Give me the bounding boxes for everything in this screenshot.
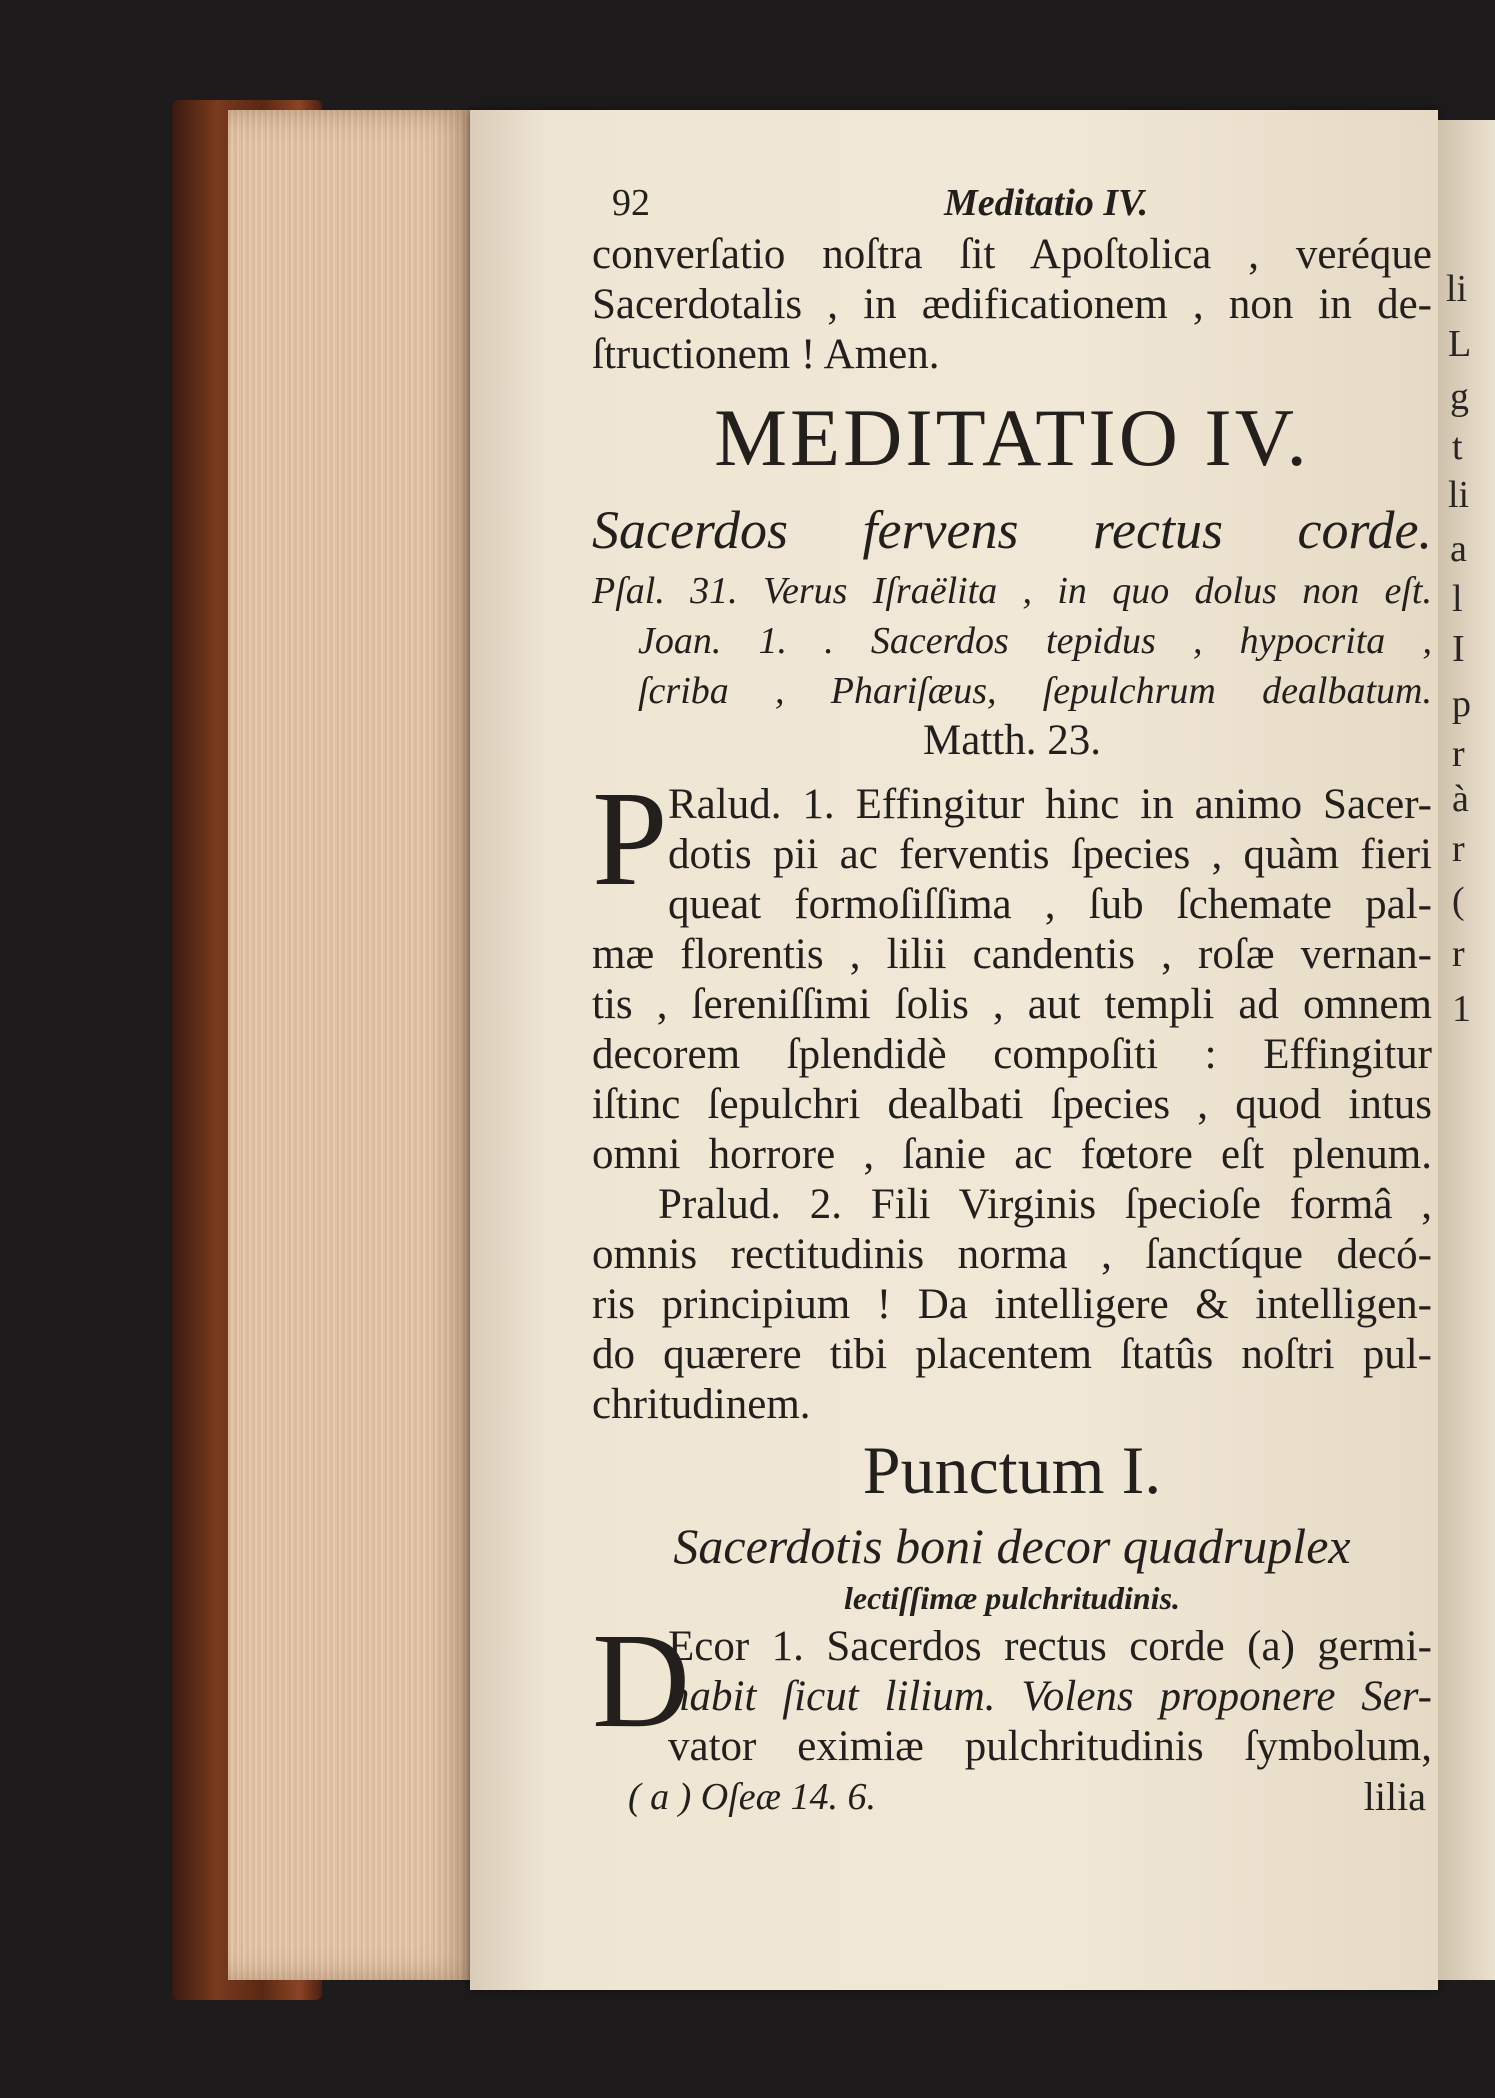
facing-letter: r [1452,828,1465,870]
text-line: dotis pii ac ferventis ſpecies , quàm fieri [668,831,1432,878]
text-line: omni horrore , ſanie ac fœtore eſt plenum. [592,1131,1432,1178]
punctum-subtitle-2: lectiſſimæ pulchritudinis. [843,1580,1181,1616]
text-line: ſtructionem ! Amen. [592,331,940,378]
meditation-subtitle: Sacerdos fervens rectus corde. [592,500,1432,560]
decor-paragraph [592,1606,1432,1772]
verse-line: ſcriba , Phariſæus, ſepulchrum dealbatum. [638,670,1432,712]
punctum-title: Punctum I. [862,1432,1162,1508]
running-head: Meditatio IV. [944,182,1149,224]
meditation-title: MEDITATIO IV. [714,392,1310,483]
text-line: Ecor 1. Sacerdos rectus corde (a) germi- [668,1623,1432,1670]
text-line: tis , ſereniſſimi ſolis , aut templi ad omnem [592,981,1432,1028]
verse-line: Pſal. 31. Verus Iſraëlita , in quo dolus non eſt. [592,570,1432,612]
facing-letter: ( [1452,880,1465,922]
text-line: converſatio noſtra ſit Apoſtolica , veréque [592,231,1432,278]
punctum-subtitle: Sacerdotis boni decor quadruplex [673,1518,1351,1574]
facing-letter: l [1452,578,1463,620]
text-line: Pralud. 2. Fili Virginis ſpecioſe formâ , [658,1181,1432,1228]
praelude-1 [592,764,1432,1180]
text-line: do quærere tibi placentem ſtatûs noſtri pul- [592,1331,1432,1378]
facing-page-edge [1438,120,1495,1980]
text-line: ris principium ! Da intelligere & intelligen- [592,1281,1432,1328]
running-header [592,180,1432,230]
facing-letter: li [1446,268,1468,310]
facing-letter: à [1452,778,1469,820]
text-line: iſtinc ſepulchri dealbati ſpecies , quod intus [592,1081,1432,1128]
verse-line: Matth. 23. [923,717,1101,764]
text-line: decorem ſplendidè compoſiti : Effingitur [592,1031,1432,1078]
catchword: lilia [1363,1774,1426,1819]
verse-line: Joan. 1. . Sacerdos tepidus , hypocrita , [638,620,1432,662]
page-number: 92 [612,182,650,224]
dropcap-d: D [592,1606,691,1756]
facing-letter: a [1450,528,1467,570]
facing-letter: I [1452,628,1465,670]
text-line: nabit ſicut lilium. Volens proponere Ser- [668,1673,1432,1720]
dropcap-p: P [592,764,668,914]
text-line: vator eximiæ pulchritudinis ſymbolum, [668,1723,1432,1770]
facing-letter: L [1448,323,1472,365]
text-line: Sacerdotalis , in ædificationem , non in de- [592,281,1432,328]
text-line: mæ florentis , lilii candentis , roſæ vernan- [592,931,1432,978]
text-line: Ralud. 1. Effingitur hinc in animo Sacer- [668,781,1432,828]
footnote: ( a ) Oſeæ 14. 6. [628,1776,877,1818]
praelude-2 [592,1180,1432,1430]
facing-letter: p [1452,683,1471,725]
facing-letter: li [1448,474,1470,516]
text-line: omnis rectitudinis norma , ſanctíque decó- [592,1231,1432,1278]
text-line: chritudinem. [592,1381,811,1428]
facing-letter: r [1452,733,1465,775]
facing-letter: 1 [1452,988,1471,1030]
footnote-line [592,1772,1432,1822]
text-line: queat formoſiſſima , ſub ſchemate pal- [668,881,1432,928]
page-text [592,180,1432,1822]
facing-letter: r [1452,933,1465,975]
facing-letter: t [1452,426,1463,468]
page-edges [228,110,478,1980]
facing-letter: g [1450,376,1469,418]
